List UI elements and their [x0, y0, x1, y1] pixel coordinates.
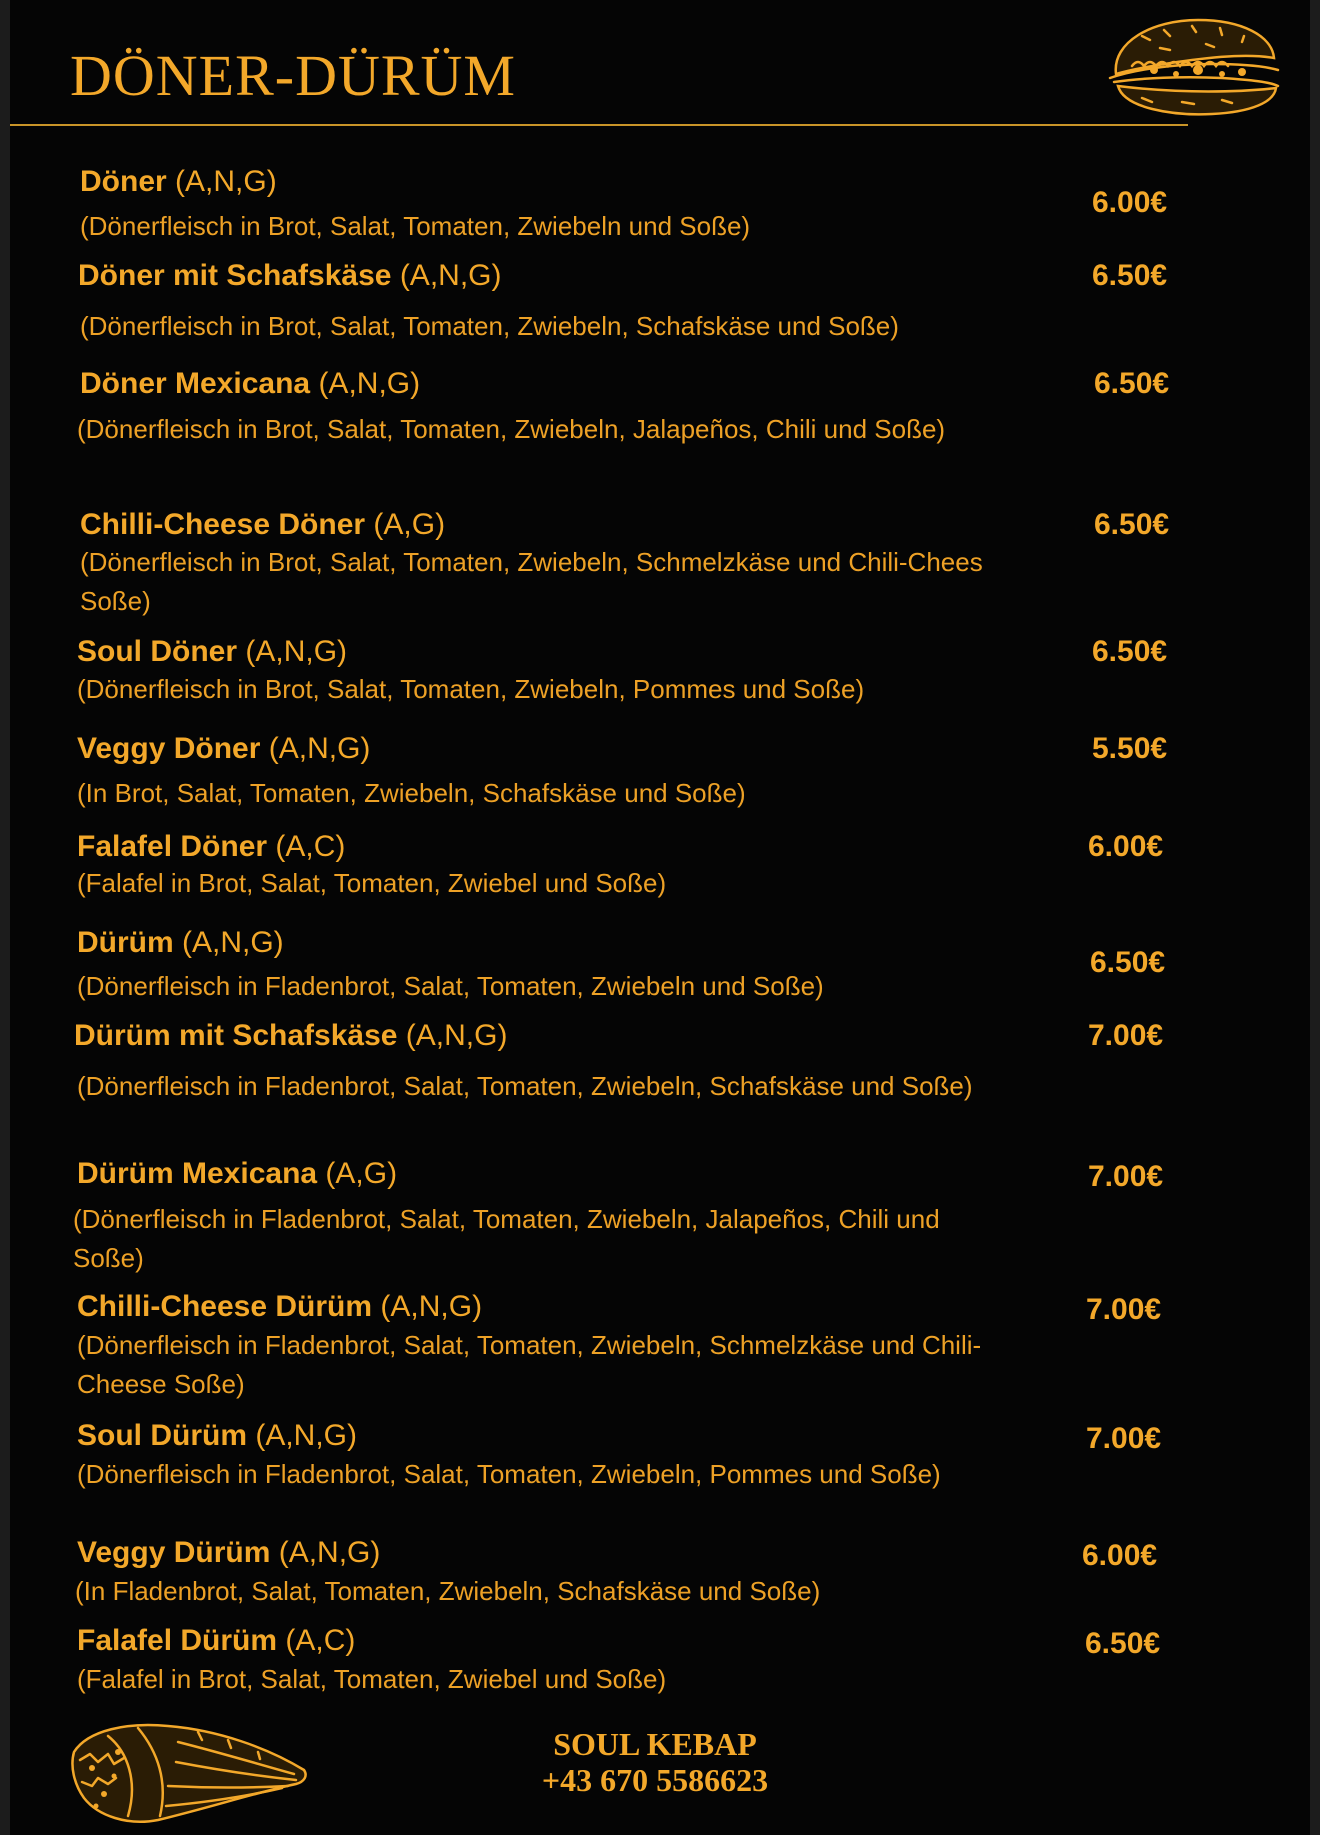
item-name: Chilli-Cheese Dürüm [77, 1290, 373, 1323]
item-allergens: (A,N,G) [175, 165, 277, 198]
item-price: 6.50€ [1085, 1627, 1161, 1660]
item-allergens: (A,C) [275, 830, 346, 863]
page-title: DÖNER-DÜRÜM [70, 43, 516, 108]
item-price: 6.50€ [1092, 635, 1168, 668]
item-price: 7.00€ [1088, 1160, 1164, 1193]
title-divider [10, 124, 1188, 126]
item-description: (In Fladenbrot, Salat, Tomaten, Zwiebeln, Schafskäse und Soße) [75, 1576, 821, 1606]
item-description: (Dönerfleisch in Fladenbrot, Salat, Tomaten, Zwiebeln, Schafskäse und Soße) [77, 1071, 973, 1101]
item-description: (Falafel in Brot, Salat, Tomaten, Zwiebel und Soße) [77, 868, 667, 898]
item-description: (In Brot, Salat, Tomaten, Zwiebeln, Schafskäse und Soße) [77, 778, 746, 808]
item-description: (Dönerfleisch in Fladenbrot, Salat, Tomaten, Zwiebeln, Pommes und Soße) [77, 1459, 941, 1489]
item-allergens: (A,N,G) [245, 635, 348, 668]
item-price: 7.00€ [1086, 1422, 1162, 1455]
item-description: (Dönerfleisch in Fladenbrot, Salat, Tomaten, Zwiebeln, Schmelzkäse und Chili-Cheese Soße) [77, 1330, 982, 1399]
item-name: Soul Döner [77, 635, 238, 668]
item-price: 6.00€ [1092, 186, 1168, 219]
item-description: (Dönerfleisch in Fladenbrot, Salat, Tomaten, Zwiebeln und Soße) [77, 971, 824, 1001]
item-allergens: (A,C) [285, 1624, 356, 1657]
item-name: Döner mit Schafskäse [78, 259, 392, 292]
item-allergens: (A,N,G) [380, 1290, 483, 1323]
footer-phone: +43 670 5586623 [541, 1762, 769, 1798]
item-name: Döner Mexicana [80, 367, 311, 400]
item-allergens: (A,N,G) [278, 1536, 381, 1569]
item-description: (Dönerfleisch in Brot, Salat, Tomaten, Zwiebeln, Jalapeños, Chili und Soße) [77, 414, 946, 444]
item-name: Veggy Döner [77, 732, 261, 765]
doner-bread-drawing-icon [1102, 8, 1282, 120]
item-description: (Dönerfleisch in Brot, Salat, Tomaten, Zwiebeln und Soße) [80, 211, 751, 241]
item-price: 6.50€ [1092, 259, 1168, 292]
item-description: (Dönerfleisch in Fladenbrot, Salat, Tomaten, Zwiebeln, Jalapeños, Chili und Soße) [73, 1204, 940, 1273]
item-name: Falafel Dürüm [77, 1624, 278, 1657]
item-description: (Dönerfleisch in Brot, Salat, Tomaten, Zwiebeln, Schafskäse und Soße) [80, 311, 899, 341]
item-allergens: (A,G) [325, 1157, 398, 1190]
item-allergens: (A,N,G) [255, 1419, 358, 1452]
item-name: Döner [80, 165, 167, 198]
item-price: 7.00€ [1088, 1019, 1164, 1052]
item-price: 6.50€ [1090, 946, 1166, 979]
footer-brand-name: SOUL KEBAP [553, 1726, 757, 1762]
item-allergens: (A,N,G) [405, 1019, 508, 1052]
item-allergens: (A,N,G) [182, 926, 284, 959]
item-allergens: (A,N,G) [318, 367, 421, 400]
item-name: Dürüm Mexicana [77, 1157, 318, 1190]
item-price: 6.00€ [1082, 1539, 1158, 1572]
item-price: 6.00€ [1088, 830, 1164, 863]
item-price: 7.00€ [1086, 1293, 1162, 1326]
item-allergens: (A,G) [373, 508, 446, 541]
item-description: (Dönerfleisch in Brot, Salat, Tomaten, Zwiebeln, Pommes und Soße) [77, 674, 865, 704]
item-description: (Falafel in Brot, Salat, Tomaten, Zwiebel und Soße) [77, 1664, 667, 1694]
item-allergens: (A,N,G) [268, 732, 371, 765]
item-name: Veggy Dürüm [77, 1536, 271, 1569]
item-name: Falafel Döner [77, 830, 268, 863]
item-name: Soul Dürüm [77, 1419, 247, 1452]
item-name: Chilli-Cheese Döner [80, 508, 366, 541]
item-price: 6.50€ [1094, 508, 1170, 541]
item-name: Dürüm [77, 926, 174, 959]
item-allergens: (A,N,G) [399, 259, 502, 292]
item-price: 6.50€ [1094, 367, 1170, 400]
item-name: Dürüm mit Schafskäse [74, 1019, 398, 1052]
durum-wrap-drawing-icon [68, 1712, 314, 1828]
item-description: (Dönerfleisch in Brot, Salat, Tomaten, Zwiebeln, Schmelzkäse und Chili-Chees Soße) [80, 547, 983, 616]
item-price: 5.50€ [1092, 732, 1168, 765]
